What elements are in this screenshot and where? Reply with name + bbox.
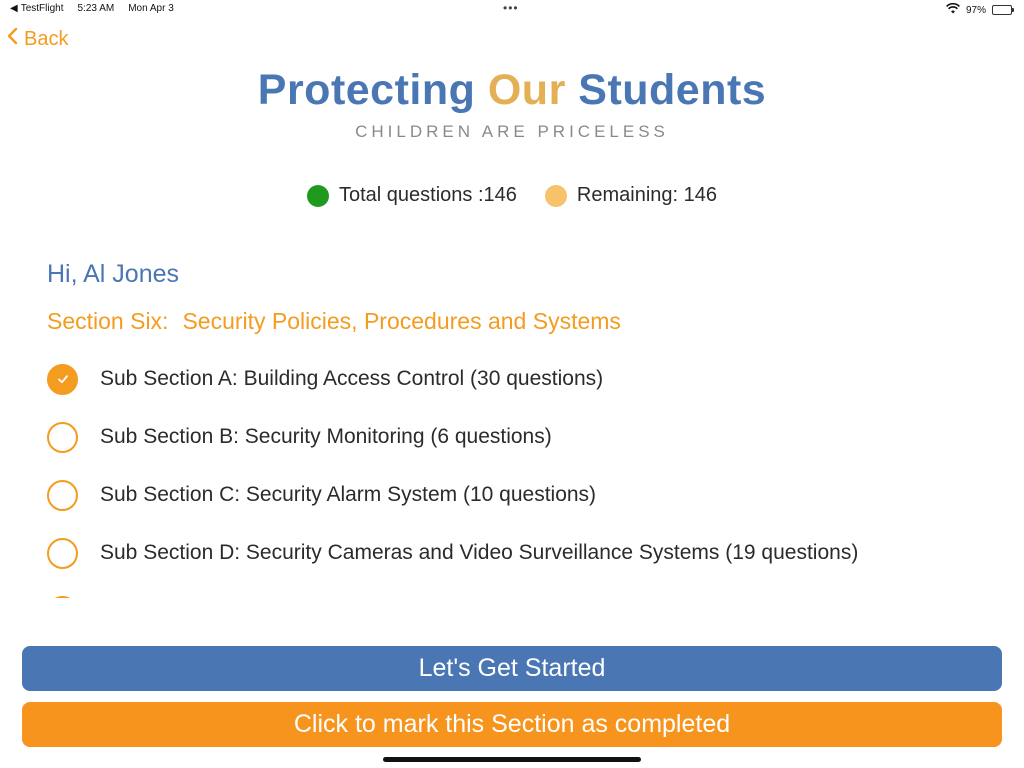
radio-circle-icon[interactable] xyxy=(47,422,78,453)
chevron-left-icon xyxy=(6,27,20,51)
subsection-item-b[interactable] xyxy=(47,408,1007,466)
subsection-item-c[interactable] xyxy=(47,466,1007,524)
app-subtitle: CHILDREN ARE PRICELESS xyxy=(355,122,669,141)
subsection-label: Sub Section C: Security Alarm System (10 questions) xyxy=(100,483,597,506)
status-bar-right xyxy=(946,3,1012,17)
wifi-icon xyxy=(946,3,960,17)
section-title xyxy=(47,308,621,335)
subsection-label: Sub Section B: Security Monitoring (6 questions) xyxy=(100,425,552,448)
title-part-protecting: Protecting xyxy=(257,66,476,114)
user-greeting: Hi, Al Jones xyxy=(47,260,180,288)
back-app-label: TestFlight xyxy=(20,3,64,14)
subsection-item-e[interactable] xyxy=(47,582,1007,598)
status-date: Mon Apr 3 xyxy=(128,3,174,14)
title-part-students: Students xyxy=(578,66,767,114)
battery-percent: 97% xyxy=(965,4,986,16)
total-questions-stat xyxy=(307,184,517,207)
total-questions-label: Total questions :146 xyxy=(339,184,517,206)
multitasking-dots-icon[interactable]: ••• xyxy=(503,1,519,15)
radio-circle-icon[interactable] xyxy=(47,480,78,511)
remaining-questions-stat xyxy=(545,184,717,207)
back-to-app[interactable] xyxy=(10,3,64,14)
home-indicator[interactable] xyxy=(383,757,641,762)
status-bar xyxy=(0,0,1024,18)
section-number: Section Six: xyxy=(47,308,169,334)
battery-icon xyxy=(992,5,1012,15)
get-started-button[interactable]: Let's Get Started xyxy=(22,646,1002,691)
subsection-list[interactable] xyxy=(47,350,1007,598)
radio-circle-icon[interactable] xyxy=(47,538,78,569)
orange-dot-icon xyxy=(545,185,567,207)
checkmark-icon xyxy=(56,372,70,386)
radio-circle-icon[interactable] xyxy=(47,596,78,599)
back-button[interactable] xyxy=(6,27,68,51)
title-part-our: Our xyxy=(487,66,566,114)
question-stats xyxy=(0,184,1024,207)
mark-section-completed-button[interactable]: Click to mark this Section as completed xyxy=(22,702,1002,747)
back-triangle-icon: ◀ xyxy=(10,3,18,14)
green-dot-icon xyxy=(307,185,329,207)
check-circle-icon[interactable] xyxy=(47,364,78,395)
status-time: 5:23 AM xyxy=(77,3,115,14)
app-title xyxy=(0,66,1024,115)
subsection-label: Sub Section A: Building Access Control (30 questions) xyxy=(100,367,604,390)
section-name: Security Policies, Procedures and Systems xyxy=(182,308,621,334)
subsection-label: Sub Section D: Security Cameras and Video Surveillance Systems (19 questions) xyxy=(100,541,859,564)
remaining-questions-label: Remaining: 146 xyxy=(576,184,717,206)
subsection-item-a[interactable] xyxy=(47,350,1007,408)
status-bar-left xyxy=(10,3,174,14)
back-label: Back xyxy=(24,27,69,50)
subsection-item-d[interactable] xyxy=(47,524,1007,582)
